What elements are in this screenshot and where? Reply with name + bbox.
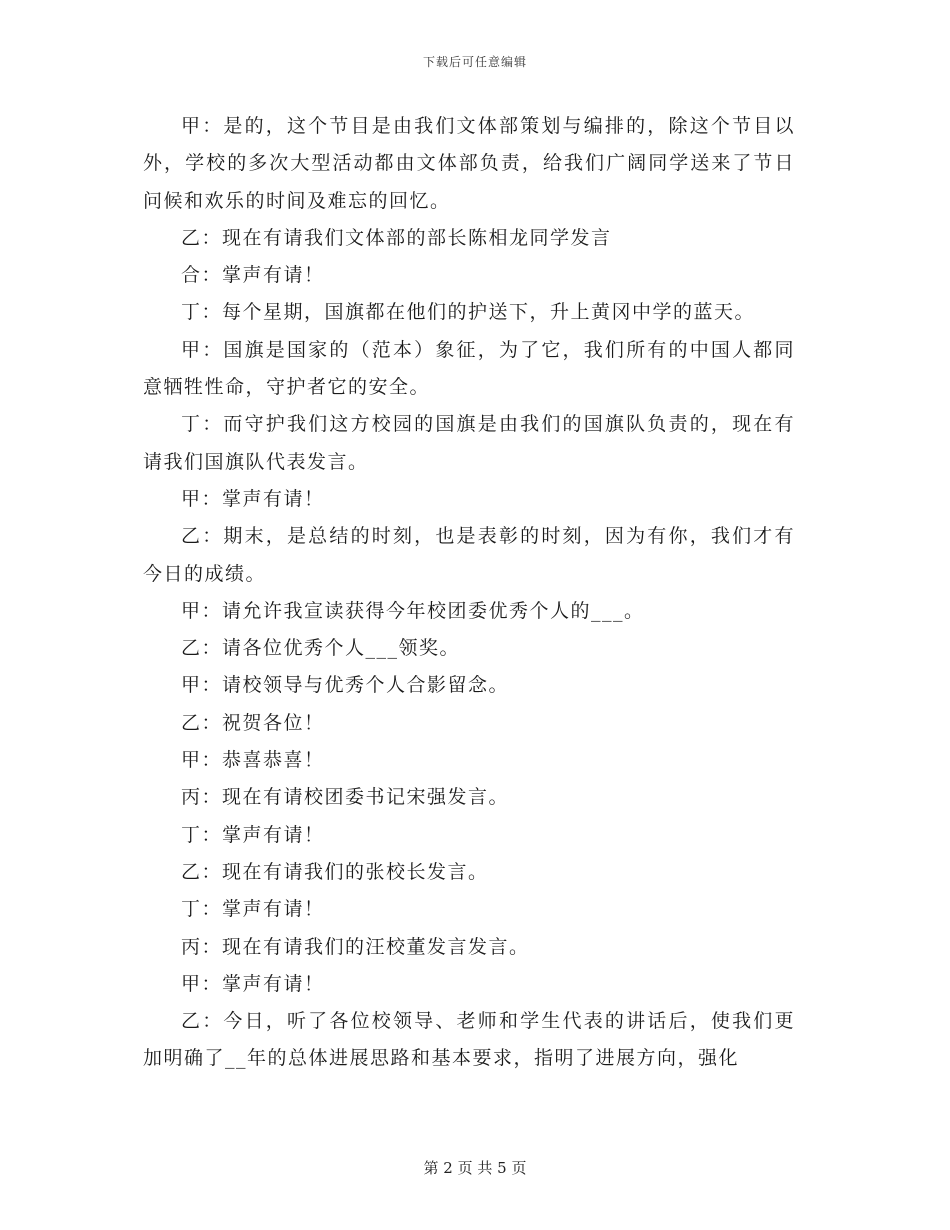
- paragraph: 甲：掌声有请！: [181, 487, 325, 510]
- paragraph: 甲：是的，这个节目是由我们文体部策划与编排的，除这个节目以外，学校的多次大型活动都由文体部负责，给我们广阔同学送来了节日问候和欢乐的时间及难忘的回忆。: [143, 115, 795, 212]
- paragraph: 丁：每个星期，国旗都在他们的护送下，升上黄冈中学的蓝天。: [181, 301, 756, 324]
- paragraph: 乙：期末，是总结的时刻，也是表彰的时刻，因为有你，我们才有今日的成绩。: [143, 525, 795, 585]
- paragraph: 甲：请校领导与优秀个人合影留念。: [181, 674, 510, 697]
- paragraph: 乙：祝贺各位！: [181, 711, 325, 734]
- paragraph: 乙：现在有请我们文体部的部长陈相龙同学发言: [181, 226, 612, 249]
- paragraph: 丁：掌声有请！: [181, 823, 325, 846]
- page-number: 第 2 页 共 5 页: [423, 1159, 527, 1177]
- paragraph: 甲：请允许我宣读获得今年校团委优秀个人的___。: [181, 599, 645, 622]
- paragraph: 丁：而守护我们这方校园的国旗是由我们的国旗队负责的，现在有请我们国旗队代表发言。: [143, 413, 795, 473]
- document-body: [143, 108, 795, 1078]
- paragraph: 甲：国旗是国家的（范本）象征，为了它，我们所有的中国人都同意牺牲性命，守护者它的安全。: [143, 338, 795, 399]
- paragraph: 丁：掌声有请！: [181, 898, 325, 921]
- page-header: 下载后可任意编辑: [422, 55, 527, 69]
- paragraph: 甲：掌声有请！: [181, 972, 325, 995]
- paragraph: 乙：今日，听了各位校领导、老师和学生代表的讲话后，使我们更加明确了__年的总体进展思路和基本要求，指明了进展方向，强化: [143, 1010, 795, 1070]
- paragraph: 乙：请各位优秀个人___领奖。: [181, 637, 461, 660]
- paragraph: 丙：现在有请校团委书记宋强发言。: [181, 786, 510, 809]
- paragraph: 丙：现在有请我们的汪校董发言发言。: [181, 935, 530, 958]
- paragraph: 乙：现在有请我们的张校长发言。: [181, 860, 489, 883]
- paragraph: 甲：恭喜恭喜！: [181, 749, 325, 772]
- paragraph: 合：掌声有请！: [181, 264, 325, 287]
